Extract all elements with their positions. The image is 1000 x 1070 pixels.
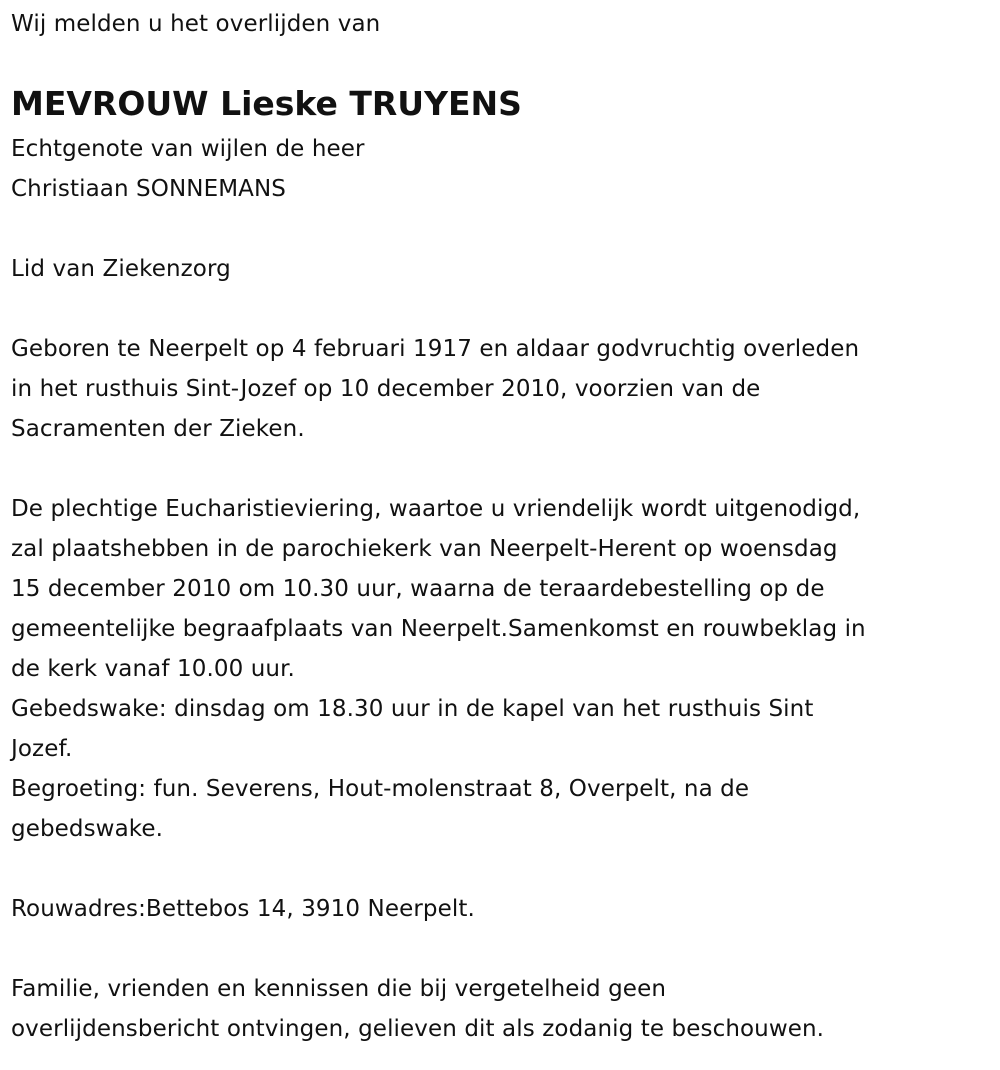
closing-line: overlijdensbericht ontvingen, gelieven dit als zodanig te beschouwen. [11, 1016, 825, 1042]
mourning-address: Rouwadres:Bettebos 14, 3910 Neerpelt. [11, 896, 475, 922]
deceased-name: MEVROUW Lieske TRUYENS [11, 84, 522, 123]
ceremony-line: gebedswake. [11, 816, 164, 842]
ceremony-line: zal plaatshebben in de parochiekerk van Neerpelt-Herent op woensdag [11, 536, 838, 562]
spouse-line: Echtgenote van wijlen de heer [11, 136, 365, 162]
ceremony-line: Jozef. [11, 736, 73, 762]
ceremony-line: De plechtige Eucharistieviering, waartoe u vriendelijk wordt uitgenodigd, [11, 496, 861, 522]
spouse-name: Christiaan SONNEMANS [11, 176, 286, 202]
ceremony-line: 15 december 2010 om 10.30 uur, waarna de teraardebestelling op de [11, 576, 825, 602]
birth-death-line: Sacramenten der Zieken. [11, 416, 305, 442]
ceremony-line: Gebedswake: dinsdag om 18.30 uur in de kapel van het rusthuis Sint [11, 696, 814, 722]
ceremony-line: Begroeting: fun. Severens, Hout-molenstraat 8, Overpelt, na de [11, 776, 750, 802]
birth-death-line: Geboren te Neerpelt op 4 februari 1917 en aldaar godvruchtig overleden [11, 336, 860, 362]
membership: Lid van Ziekenzorg [11, 256, 231, 282]
ceremony-line: gemeentelijke begraafplaats van Neerpelt.Samenkomst en rouwbeklag in [11, 616, 866, 642]
ceremony-line: de kerk vanaf 10.00 uur. [11, 656, 295, 682]
closing-line: Familie, vrienden en kennissen die bij vergetelheid geen [11, 976, 666, 1002]
intro-text: Wij melden u het overlijden van [11, 11, 381, 37]
birth-death-line: in het rusthuis Sint-Jozef op 10 december 2010, voorzien van de [11, 376, 761, 402]
